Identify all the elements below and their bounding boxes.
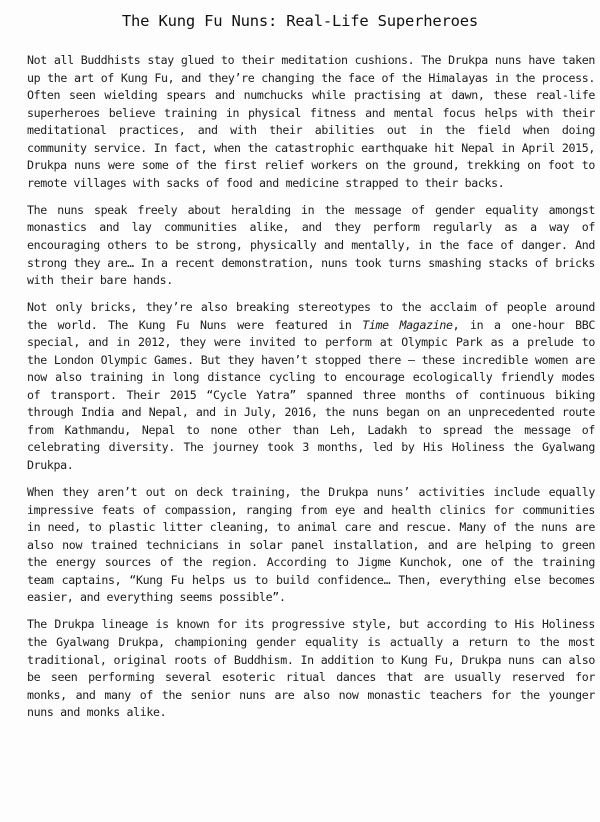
article-body — [27, 52, 595, 731]
page-title: The Kung Fu Nuns: Real-Life Superheroes — [121, 12, 479, 30]
paragraph-breaking-stereotypes — [27, 299, 595, 474]
paragraph-compassion: When they aren’t out on deck training, the Drukpa nuns’ activities include equally impressive feats of compassion, ranging from eye and health clinics for communities in need, to plastic litter cleaning, to animal care and rescue. Many of the nuns are also now trained technicians in solar panel installation, and are helping to green the energy sources of the region. According to Jigme Kunchok, one of the training team captains, “Kung Fu helps us to build confidence… Then, everything else becomes easier, and everything seems possible”. — [27, 485, 595, 605]
paragraph-intro: Not all Buddhists stay glued to their meditation cushions. The Drukpa nuns have taken up the art of Kung Fu, and they’re changing the face of the Himalayas in the process. Often seen wielding spears and numchucks while practising at dawn, these real-life superheroes believe training in physical fitness and mental focus helps with their meditational practices, and with their abilities out in the field when doing community service. In fact, when the catastrophic earthquake hit Nepal in April 2015, Drukpa nuns were some of the first relief workers on the ground, trekking on foot to remote villages with sacks of food and medicine strapped to their backs. — [27, 53, 595, 190]
paragraph-lineage: The Drukpa lineage is known for its progressive style, but according to His Holiness the Gyalwang Drukpa, championing gender equality is actually a return to the most traditional, original roots of Buddhism. In addition to Kung Fu, Drukpa nuns can also be seen performing several esoteric ritual dances that are usually reserved for monks, and many of the senior nuns are also now monastic teachers for the younger nuns and monks alike. — [27, 617, 595, 720]
magazine-title: Time Magazine — [362, 317, 453, 332]
paragraph-text-end: , in a one-hour BBC special, and in 2012, they were invited to perform at Olympic Park as a prelude to the London Olympic Games. But they haven’t stopped there – these incredible women are now also training in long distance cycling to encourage ecologically friendly modes of transport. Their 2015 “Cycle Yatra” spanned three months of continuous biking through India and Nepal, and in July, 2016, the nuns began on an unprecedented route from Kathmandu, Nepal to none other than Leh, Ladakh to spread the message of celebrating diversity. The journey took 3 months, led by His Holiness the Gyalwang Drukpa. — [27, 317, 595, 473]
paragraph-text-start: Not only bricks, they’re also breaking stereotypes to the acclaim of people around the world. The Kung Fu Nuns were featured in — [27, 300, 595, 332]
paragraph-gender-equality: The nuns speak freely about heralding in the message of gender equality amongst monastics and lay communities alike, and they perform regularly as a way of encouraging others to be strong, physically and mentally, in the face of danger. And strong they are… In a recent demonstration, nuns took turns smashing stacks of bricks with their bare hands. — [27, 202, 595, 288]
